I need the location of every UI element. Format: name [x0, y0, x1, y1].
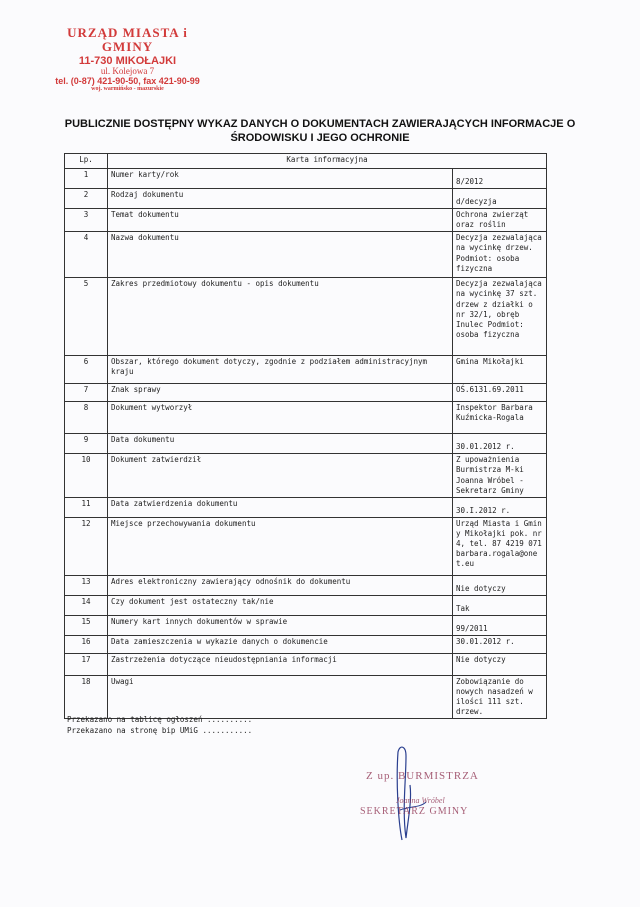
row-label: Znak sprawy — [108, 384, 453, 402]
row-label: Uwagi — [108, 675, 453, 719]
table-row — [65, 454, 547, 498]
office-stamp — [40, 26, 215, 93]
row-label: Nazwa dokumentu — [108, 232, 453, 278]
row-label: Dokument zatwierdził — [108, 454, 453, 498]
row-value: 8/2012 — [453, 169, 547, 189]
row-number: 3 — [65, 209, 108, 232]
row-value: Tak — [453, 595, 547, 615]
signature-stamp-line-1: Z up. BURMISTRZA — [366, 770, 479, 782]
row-label: Numer karty/rok — [108, 169, 453, 189]
row-label: Data dokumentu — [108, 434, 453, 454]
row-label: Rodzaj dokumentu — [108, 189, 453, 209]
table-row — [65, 402, 547, 434]
row-label: Numery kart innych dokumentów w sprawie — [108, 615, 453, 635]
row-number: 6 — [65, 356, 108, 384]
footer-bip-note: Przekazano na stronę bip UMiG ........... — [67, 725, 253, 735]
row-value: Z upoważnienia Burmistrza M-ki Joanna Wróbel - Sekretarz Gminy — [453, 454, 547, 498]
row-number: 5 — [65, 278, 108, 356]
row-number: 12 — [65, 517, 108, 575]
row-number: 9 — [65, 434, 108, 454]
row-value: Decyzja zezwalająca na wycinkę 37 szt. drzew z działki o nr 32/1, obręb Inulec Podmiot: osoba fizyczna — [453, 278, 547, 356]
row-number: 11 — [65, 497, 108, 517]
row-value: OŚ.6131.69.2011 — [453, 384, 547, 402]
row-value: 30.I.2012 r. — [453, 497, 547, 517]
row-number: 13 — [65, 575, 108, 595]
table-row — [65, 595, 547, 615]
row-label: Data zatwierdzenia dokumentu — [108, 497, 453, 517]
header-lp: Lp. — [65, 154, 108, 169]
stamp-line-2: 11-730 MIKOŁAJKI — [78, 54, 177, 67]
stamp-line-4: tel. (0-87) 421-90-50, fax 421-90-99 — [55, 75, 200, 86]
row-value: 99/2011 — [453, 615, 547, 635]
row-number: 1 — [65, 169, 108, 189]
table-row — [65, 517, 547, 575]
row-number: 4 — [65, 232, 108, 278]
row-value: Decyzja zezwalająca na wycinkę drzew. Podmiot: osoba fizyczna — [453, 232, 547, 278]
row-number: 14 — [65, 595, 108, 615]
row-label: Czy dokument jest ostateczny tak/nie — [108, 595, 453, 615]
table-row — [65, 575, 547, 595]
stamp-line-1: URZĄD MIASTA i GMINY — [67, 25, 188, 55]
row-label: Dokument wytworzył — [108, 402, 453, 434]
row-value: Nie dotyczy — [453, 653, 547, 675]
stamp-line-3: ul. Kolejowa 7 — [100, 65, 155, 76]
document-title: PUBLICZNIE DOSTĘPNY WYKAZ DANYCH O DOKUMENTACH ZAWIERAJĄCYCH INFORMACJE O ŚRODOWISKU I JEGO OCHRONIE — [64, 118, 576, 144]
table-row — [65, 384, 547, 402]
row-label: Miejsce przechowywania dokumentu — [108, 517, 453, 575]
signature-scribble — [340, 740, 510, 850]
table-row — [65, 356, 547, 384]
table-header-row — [65, 154, 547, 169]
table-row — [65, 189, 547, 209]
row-value: Zobowiązanie do nowych nasadzeń w ilości 111 szt. drzew. — [453, 675, 547, 719]
row-number: 18 — [65, 675, 108, 719]
row-number: 17 — [65, 653, 108, 675]
table-row — [65, 434, 547, 454]
signature-stamp-line-2: Joanna Wróbel — [396, 796, 445, 805]
row-value: 30.01.2012 r. — [453, 635, 547, 653]
row-value: 30.01.2012 r. — [453, 434, 547, 454]
row-value: Gmina Mikołajki — [453, 356, 547, 384]
row-label: Zakres przedmiotowy dokumentu - opis dokumentu — [108, 278, 453, 356]
table-row — [65, 675, 547, 719]
row-number: 2 — [65, 189, 108, 209]
table-row — [65, 615, 547, 635]
signature-stamp-line-3: SEKRETARZ GMINY — [360, 806, 469, 817]
row-value: d/decyzja — [453, 189, 547, 209]
table-row — [65, 232, 547, 278]
row-label: Zastrzeżenia dotyczące nieudostępniania informacji — [108, 653, 453, 675]
info-card-table — [64, 153, 547, 719]
table-row — [65, 169, 547, 189]
row-label: Obszar, którego dokument dotyczy, zgodnie z podziałem administracyjnym kraju — [108, 356, 453, 384]
row-value: Inspektor Barbara Kuźmicka-Rogala — [453, 402, 547, 434]
row-number: 7 — [65, 384, 108, 402]
row-value: Urząd Miasta i Gminy Mikołajki pok. nr 4, tel. 87 4219 071 barbara.rogala@onet.eu — [453, 517, 547, 575]
row-label: Data zamieszczenia w wykazie danych o dokumencie — [108, 635, 453, 653]
table-row — [65, 653, 547, 675]
table-row — [65, 209, 547, 232]
stamp-line-5: woj. warmińsko - mazurskie — [91, 86, 164, 93]
row-value: Ochrona zwierząt oraz roślin — [453, 209, 547, 232]
table-row — [65, 635, 547, 653]
row-label: Temat dokumentu — [108, 209, 453, 232]
footer-notes — [67, 715, 252, 736]
row-number: 15 — [65, 615, 108, 635]
row-label: Adres elektroniczny zawierający odnośnik do dokumentu — [108, 575, 453, 595]
table-row — [65, 278, 547, 356]
row-number: 8 — [65, 402, 108, 434]
header-card: Karta informacyjna — [108, 154, 547, 169]
footer-board-note: Przekazano na tablicę ogłoszeń .......... — [67, 715, 253, 724]
row-value: Nie dotyczy — [453, 575, 547, 595]
signature-stamp — [340, 740, 510, 850]
row-number: 16 — [65, 635, 108, 653]
table-row — [65, 497, 547, 517]
row-number: 10 — [65, 454, 108, 498]
